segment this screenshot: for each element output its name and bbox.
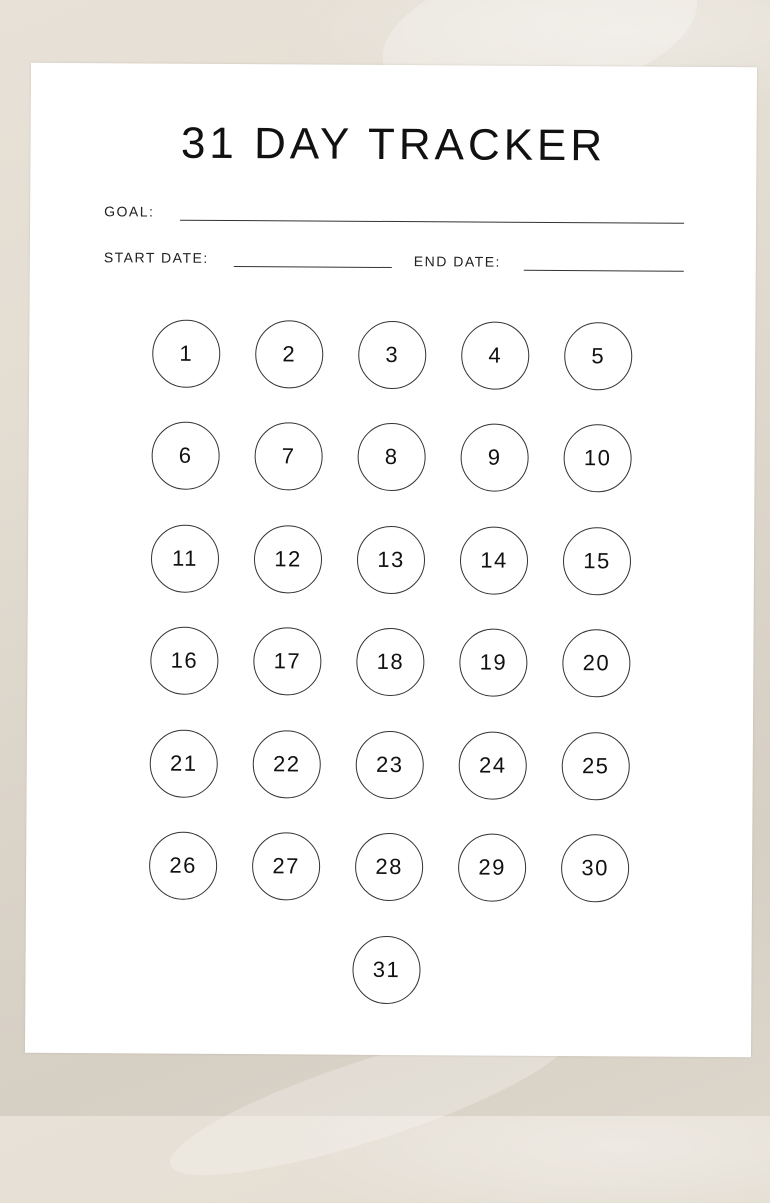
day-circle-10[interactable]: 10 (563, 424, 631, 492)
day-circle-27[interactable]: 27 (252, 832, 320, 900)
end-date-label: END DATE: (413, 253, 502, 270)
day-circle-8[interactable]: 8 (357, 423, 425, 491)
day-circle-6[interactable]: 6 (151, 422, 219, 490)
day-circle-22[interactable]: 22 (253, 730, 321, 798)
day-circle-16[interactable]: 16 (150, 627, 218, 695)
goal-field[interactable] (180, 220, 684, 224)
day-circle-31[interactable]: 31 (352, 936, 420, 1004)
day-circle-9[interactable]: 9 (460, 423, 528, 491)
day-circle-24[interactable]: 24 (459, 731, 527, 799)
goal-label: GOAL: (104, 203, 155, 220)
day-circle-26[interactable]: 26 (149, 832, 217, 900)
day-circle-20[interactable]: 20 (562, 629, 630, 697)
day-circle-2[interactable]: 2 (255, 320, 323, 388)
day-circle-5[interactable]: 5 (564, 322, 632, 390)
day-circle-23[interactable]: 23 (356, 731, 424, 799)
day-circle-19[interactable]: 19 (459, 628, 527, 696)
day-circle-3[interactable]: 3 (358, 321, 426, 389)
day-circle-11[interactable]: 11 (151, 525, 219, 593)
page-title: 31 DAY TRACKER (180, 118, 607, 171)
end-date-field[interactable] (524, 270, 684, 272)
day-circle-25[interactable]: 25 (562, 732, 630, 800)
day-circle-14[interactable]: 14 (460, 526, 528, 594)
start-date-field[interactable] (234, 266, 392, 268)
day-circle-21[interactable]: 21 (150, 730, 218, 798)
day-circle-18[interactable]: 18 (356, 628, 424, 696)
day-circle-29[interactable]: 29 (458, 833, 526, 901)
start-date-label: START DATE: (103, 249, 209, 266)
day-circle-17[interactable]: 17 (253, 627, 321, 695)
day-circle-12[interactable]: 12 (254, 525, 322, 593)
day-circle-7[interactable]: 7 (254, 422, 322, 490)
day-circle-30[interactable]: 30 (561, 834, 629, 902)
day-circle-1[interactable]: 1 (152, 320, 220, 388)
tracker-sheet (25, 63, 757, 1057)
day-circle-15[interactable]: 15 (563, 527, 631, 595)
day-circle-13[interactable]: 13 (357, 526, 425, 594)
day-circle-28[interactable]: 28 (355, 833, 423, 901)
day-circle-4[interactable]: 4 (461, 321, 529, 389)
